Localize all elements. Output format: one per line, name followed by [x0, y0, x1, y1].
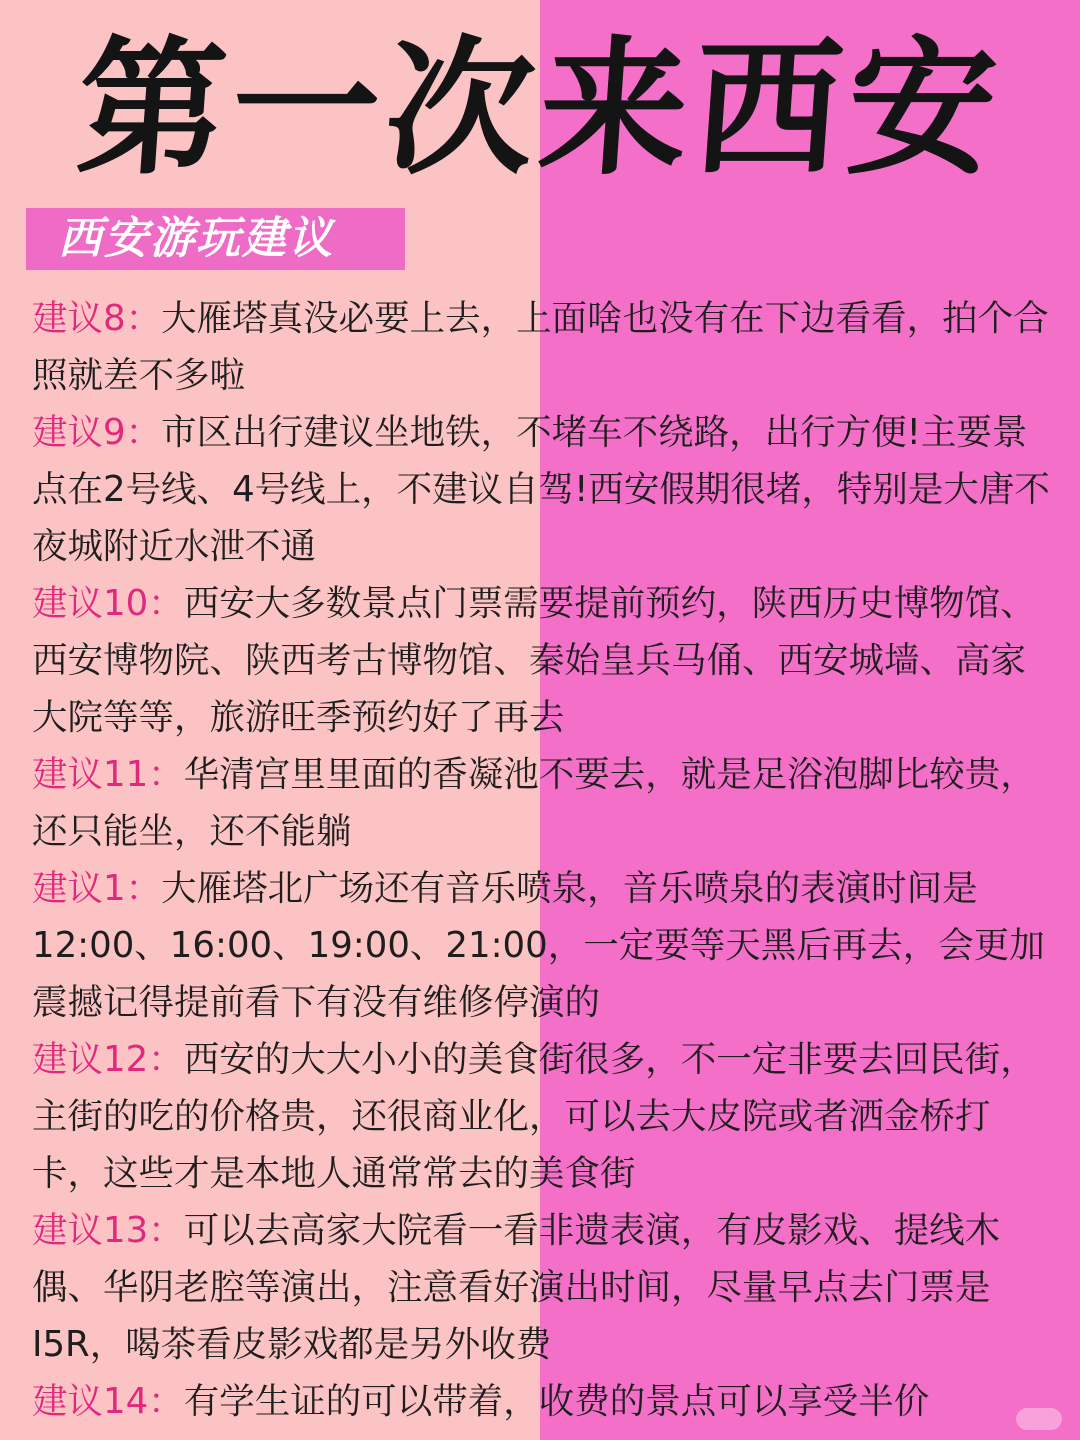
tip-item	[32, 290, 1052, 404]
tip-text: 可以去高家大院看一看非遗表演，有皮影戏、提线木偶、华阴老腔等演出，注意看好演出时间，尽量早点去门票是I5R，喝茶看皮影戏都是另外收费	[32, 1210, 1001, 1365]
tip-item	[32, 1031, 1052, 1202]
tip-item	[32, 860, 1052, 1031]
watermark-badge	[1016, 1408, 1062, 1430]
tip-label: 建议1：	[32, 868, 162, 909]
tip-label: 建议14：	[32, 1381, 184, 1422]
tip-label: 建议13：	[32, 1210, 184, 1251]
tip-item	[32, 746, 1052, 860]
tip-text: 西安大多数景点门票需要提前预约，陕西历史博物馆、西安博物院、陕西考古博物馆、秦始皇兵马俑、西安城墙、高家大院等等，旅游旺季预约好了再去	[32, 583, 1036, 738]
page-title: 第一次来西安	[71, 21, 1009, 195]
tip-text: 大雁塔北广场还有音乐喷泉，音乐喷泉的表演时间是12:00、16:00、19:00、21:00，一定要等天黑后再去，会更加震撼记得提前看下有没有维修停演的	[32, 868, 1045, 1023]
tip-label: 建议12：	[32, 1039, 184, 1080]
section-tag-label: 西安游玩建议	[58, 213, 334, 264]
tip-text: 西安的大大小小的美食街很多，不一定非要去回民街，主街的吃的价格贵，还很商业化，可以去大皮院或者洒金桥打卡，这些才是本地人通常常去的美食街	[32, 1039, 1036, 1194]
tip-text: 市区出行建议坐地铁，不堵车不绕路，出行方便!主要景点在2号线、4号线上，不建议自驾!西安假期很堵，特别是大唐不夜城附近水泄不通	[32, 412, 1050, 567]
tip-item	[32, 1373, 1052, 1430]
section-tag	[26, 208, 405, 270]
tip-item	[32, 575, 1052, 746]
tip-label: 建议8：	[32, 298, 162, 339]
tip-label: 建议10：	[32, 583, 184, 624]
tip-text: 大雁塔真没必要上去，上面啥也没有在下边看看，拍个合照就差不多啦	[32, 298, 1049, 396]
tip-text: 华清宫里里面的香凝池不要去，就是足浴泡脚比较贵，还只能坐，还不能躺	[32, 754, 1036, 852]
tip-item	[32, 1202, 1052, 1373]
tip-item	[32, 404, 1052, 575]
tip-label: 建议9：	[32, 412, 162, 453]
tip-text: 有学生证的可以带着，收费的景点可以享受半价	[183, 1381, 930, 1422]
tip-label: 建议11：	[32, 754, 184, 795]
tips-list	[32, 290, 1052, 1430]
